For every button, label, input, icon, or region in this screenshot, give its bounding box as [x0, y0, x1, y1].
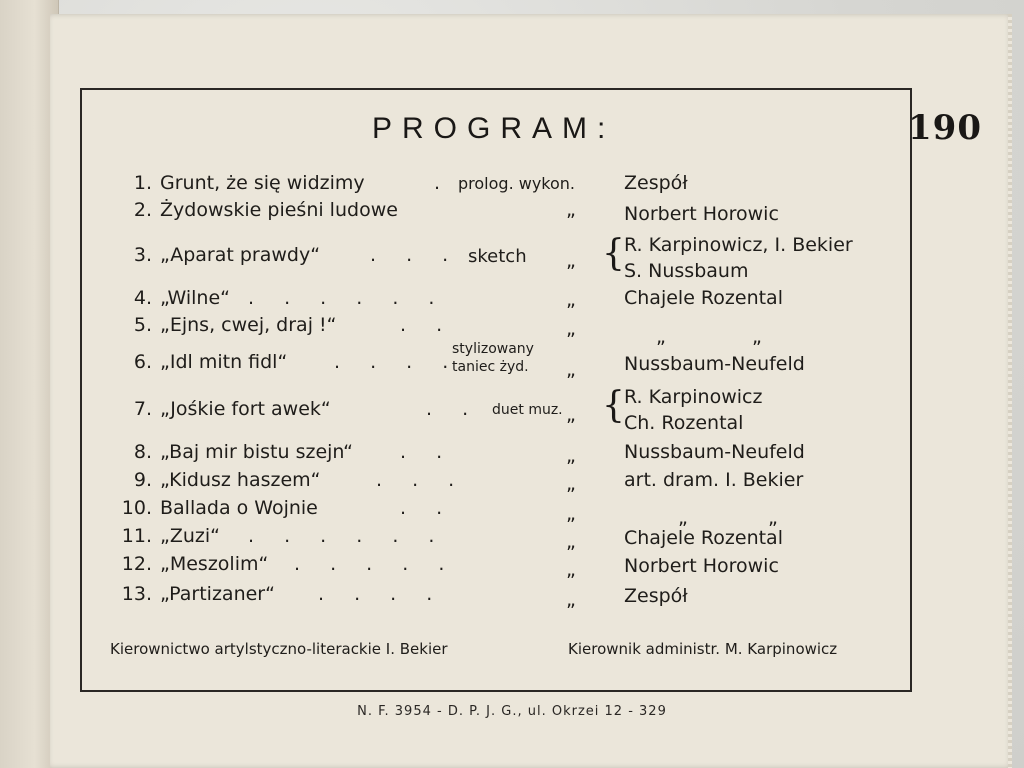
page-edge — [1008, 14, 1012, 768]
item-performer: Norbert Horowic — [624, 555, 779, 577]
item-title: „Baj mir bistu szejn“ — [160, 441, 353, 463]
item-performer: R. Karpinowicz, I. Bekier — [624, 234, 853, 256]
item-dots: . . — [400, 441, 455, 463]
ditto-mark: „ — [566, 289, 576, 311]
item-number: 13. — [121, 583, 152, 605]
item-title: „Wilne“ — [160, 287, 230, 309]
item-title: „Idl mitn fidl“ — [160, 351, 288, 373]
ditto-mark: „ — [566, 559, 576, 581]
item-title: „Zuzi“ — [160, 525, 220, 547]
item-performer: Chajele Rozental — [624, 527, 783, 549]
item-performer: Ch. Rozental — [624, 412, 744, 434]
item-number: 7. — [133, 398, 152, 420]
item-dots: . . — [400, 497, 455, 519]
item-title: Grunt, że się widzimy — [160, 172, 365, 194]
item-number: 4. — [133, 287, 152, 309]
item-performer: Zespół — [624, 172, 688, 194]
item-title: Ballada o Wojnie — [160, 497, 318, 519]
item-dots: . . . — [376, 469, 467, 491]
item-number: 10. — [121, 497, 152, 519]
item-performer: art. dram. I. Bekier — [624, 469, 804, 491]
item-title: Żydowskie pieśni ludowe — [160, 199, 398, 221]
footer-administration: Kierownik administr. M. Karpinowicz — [568, 640, 838, 658]
item-dots: . . . . — [334, 351, 461, 373]
item-title: „Partizaner“ — [160, 583, 275, 605]
item-note: duet muz. — [492, 402, 563, 418]
item-title: „Kidusz haszem“ — [160, 469, 321, 491]
brace-symbol: { — [602, 233, 625, 274]
ditto-performer: „ — [752, 326, 762, 348]
ditto-mark: „ — [566, 531, 576, 553]
item-dots: . . . . . . — [248, 525, 447, 547]
item-number: 2. — [133, 199, 152, 221]
ditto-performer: „ — [678, 507, 688, 529]
brace-symbol: { — [602, 385, 625, 426]
item-performer: Nussbaum-Neufeld — [624, 353, 805, 375]
sheet-number: 190 — [908, 108, 982, 148]
item-performer: Nussbaum-Neufeld — [624, 441, 805, 463]
program-title: PROGRAM: — [372, 112, 616, 145]
ditto-mark: „ — [566, 359, 576, 381]
item-dots: . . . . . — [294, 553, 457, 575]
item-number: 1. — [133, 172, 152, 194]
ditto-mark: „ — [566, 404, 576, 426]
item-number: 9. — [133, 469, 152, 491]
item-title: „Jośkie fort awek“ — [160, 398, 331, 420]
footer-artistic-direction: Kierownictwo artylstyczno-literackie I. Bekier — [110, 640, 448, 658]
item-note: sketch — [468, 246, 527, 267]
item-number: 11. — [121, 525, 152, 547]
item-number: 5. — [133, 314, 152, 336]
ditto-mark: „ — [566, 589, 576, 611]
item-title: „Meszolim“ — [160, 553, 269, 575]
item-note: stylizowany taniec żyd. — [452, 341, 534, 375]
item-dots: . . — [400, 314, 455, 336]
ditto-mark: „ — [566, 473, 576, 495]
item-performer: Zespół — [624, 585, 688, 607]
item-performer: Chajele Rozental — [624, 287, 783, 309]
item-dots: . . — [426, 398, 481, 420]
item-title: „Aparat prawdy“ — [160, 244, 321, 266]
ditto-mark: „ — [566, 503, 576, 525]
item-performer: S. Nussbaum — [624, 260, 749, 282]
ditto-performer: „ — [656, 326, 666, 348]
item-dots: . — [434, 172, 453, 194]
ditto-mark: „ — [566, 318, 576, 340]
ditto-mark: „ — [566, 250, 576, 272]
printer-imprint: N. F. 3954 - D. P. J. G., ul. Okrzei 12 - 329 — [357, 704, 667, 719]
item-dots: . . . — [370, 244, 461, 266]
item-dots: . . . . — [318, 583, 445, 605]
item-number: 8. — [133, 441, 152, 463]
ditto-mark: „ — [566, 199, 576, 221]
ditto-mark: „ — [566, 445, 576, 467]
item-performer: Norbert Horowic — [624, 203, 779, 225]
item-performer: R. Karpinowicz — [624, 386, 763, 408]
item-number: 12. — [121, 553, 152, 575]
item-number: 3. — [133, 244, 152, 266]
item-title: „Ejns, cwej, draj !“ — [160, 314, 337, 336]
item-number: 6. — [133, 351, 152, 373]
item-note: prolog. wykon. — [458, 174, 575, 193]
ditto-performer: „ — [768, 507, 778, 529]
item-dots: . . . . . . — [248, 287, 447, 309]
